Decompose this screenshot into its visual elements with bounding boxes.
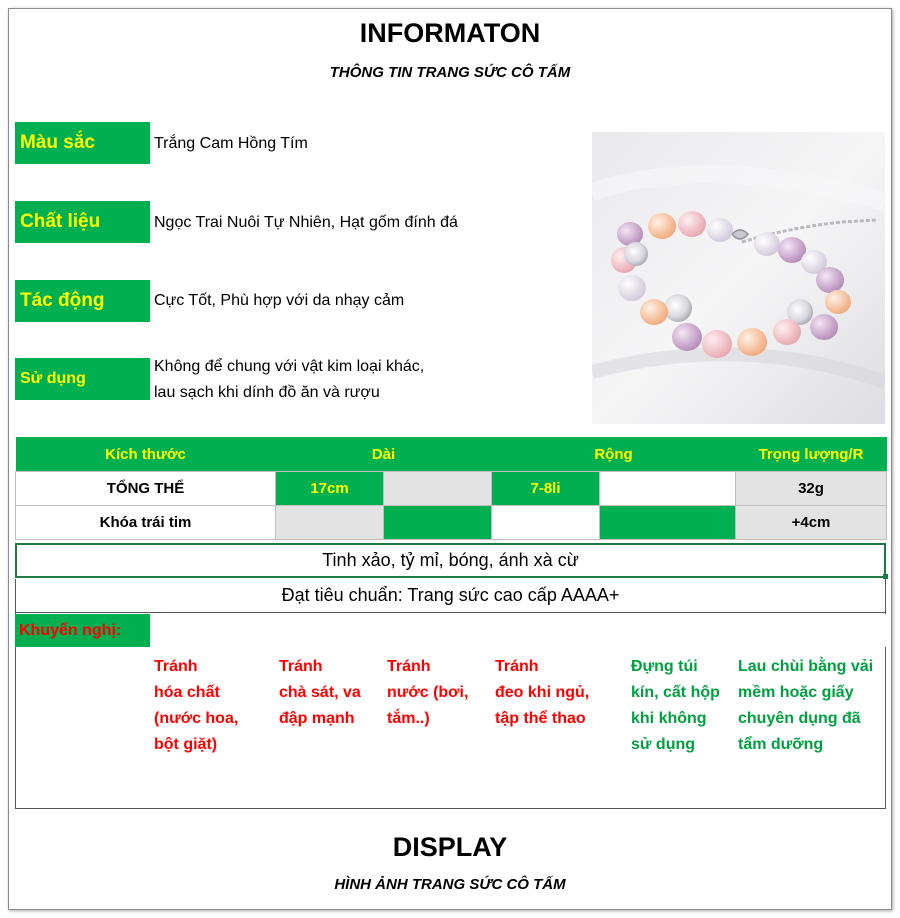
rec-line: chuyên dụng đã [738,710,861,727]
rec-line: Tránh [387,658,431,675]
attr-label-effect: Tác động [15,280,150,322]
rec-line: khi không [631,710,707,727]
spec-cell-length: 17cm [276,472,384,506]
recommendation-item [279,654,361,732]
bracelet-photo [592,132,885,424]
rec-line: tắm..) [387,710,430,727]
attr-value-line: Trắng Cam Hồng Tím [154,135,308,152]
rec-line: tập thể thao [495,710,586,727]
attr-label-color: Màu sắc [15,122,150,164]
recommendation-item [154,654,238,758]
note-quality[interactable]: Tinh xảo, tỷ mỉ, bóng, ánh xà cừ [15,543,886,578]
spec-cell-empty [600,472,736,506]
recommendation-item [495,654,589,732]
attr-value-line: Cực Tốt, Phù hợp với da nhạy cảm [154,292,405,309]
rec-line: Lau chùi bằng vải [738,658,874,675]
spec-cell-length [276,506,384,540]
rec-line: bột giặt) [154,736,218,753]
rec-line: Tránh [495,658,539,675]
recommendation-item [387,654,468,732]
display-subtitle: HÌNH ẢNH TRANG SỨC CÔ TẤM [334,876,566,893]
page-title: INFORMATON [359,18,541,48]
rec-line: (nước hoa, [154,710,239,727]
rec-line: mềm hoặc giấy [738,684,854,701]
rec-line: Đựng túi [631,658,698,675]
spec-header-row [16,437,887,472]
recommendation-header-cell [150,614,886,647]
display-title: DISPLAY [392,832,508,862]
attr-value-line: lau sạch khi dính đồ ăn và rượu [154,384,380,401]
rec-line: sử dụng [631,736,696,753]
attr-label-material: Chất liệu [15,201,150,243]
spec-header-size: Kích thước [16,437,276,472]
rec-line: Tránh [154,658,198,675]
rec-line: hóa chất [154,684,220,701]
attr-value-effect [154,288,404,314]
attr-value-color [154,131,308,157]
spec-cell-weight: 32g [736,472,887,506]
recommendation-item [738,654,873,758]
attr-value-line: Ngọc Trai Nuôi Tự Nhiên, Hạt gốm đính đá [154,214,458,231]
attr-value-usage [154,354,424,406]
rec-line: Tránh [279,658,323,675]
rec-line: đeo khi ngủ, [495,684,590,701]
table-row [16,506,887,540]
attr-label-usage: Sử dụng [15,358,150,400]
rec-line: đập mạnh [279,710,355,727]
spec-cell-empty [384,506,492,540]
spec-cell-empty [600,506,736,540]
spec-row-name: TỔNG THỂ [16,472,276,506]
rec-line: chà sát, va [279,684,361,701]
spec-cell-weight: +4cm [736,506,887,540]
spec-header-width: Rộng [492,437,736,472]
spec-header-length: Dài [276,437,492,472]
spec-cell-empty [384,472,492,506]
attr-value-line: Không để chung với vật kim loại khác, [154,358,425,375]
spec-cell-width: 7-8li [492,472,600,506]
spec-row-name: Khóa trái tim [16,506,276,540]
note-standard: Đạt tiêu chuẩn: Trang sức cao cấp AAAA+ [15,579,886,613]
rec-line: tẩm dưỡng [738,736,824,753]
rec-line: kín, cất hộp [631,684,720,701]
spec-header-weight: Trọng lượng/R [736,437,887,472]
table-row [16,472,887,506]
spec-cell-width [492,506,600,540]
recommendation-label: Khuyến nghị: [15,614,150,647]
page-subtitle: THÔNG TIN TRANG SỨC CÔ TẤM [329,64,571,81]
rec-line: nước (bơi, [387,684,469,701]
recommendation-item [631,654,720,758]
attr-value-material [154,210,458,236]
spec-table [15,437,887,540]
